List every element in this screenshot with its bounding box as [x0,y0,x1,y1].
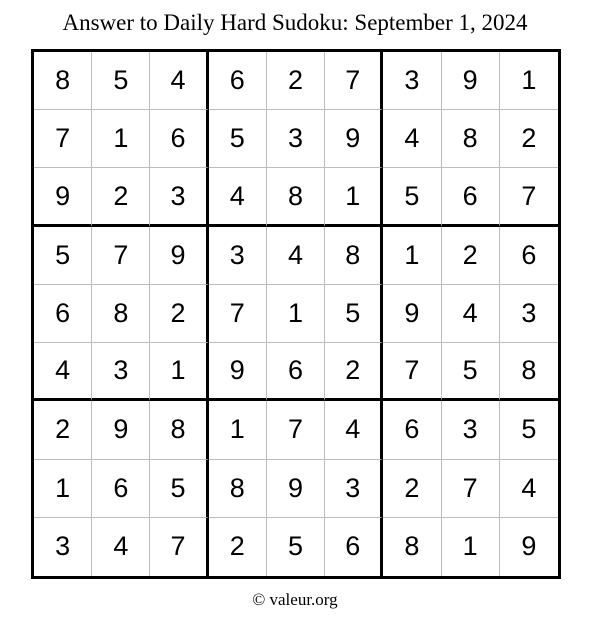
sudoku-cell: 1 [209,401,267,459]
sudoku-cell: 1 [500,52,558,110]
sudoku-cell: 3 [267,110,325,168]
sudoku-cell: 5 [325,285,383,343]
copyright-footer: © valeur.org [252,590,338,609]
sudoku-cell: 3 [383,52,441,110]
sudoku-cell: 2 [150,285,208,343]
sudoku-cell: 1 [150,343,208,401]
sudoku-cell: 2 [209,518,267,576]
sudoku-cell: 8 [383,518,441,576]
sudoku-cell: 9 [383,285,441,343]
sudoku-cell: 9 [325,110,383,168]
sudoku-cell: 5 [442,343,500,401]
sudoku-cell: 1 [92,110,150,168]
sudoku-cell: 4 [500,460,558,518]
sudoku-cell: 5 [150,460,208,518]
sudoku-cell: 5 [267,518,325,576]
sudoku-cell: 7 [209,285,267,343]
sudoku-board [31,49,561,579]
sudoku-cell: 9 [442,52,500,110]
sudoku-cell: 3 [442,401,500,459]
sudoku-cell: 7 [34,110,92,168]
sudoku-cell: 5 [383,168,441,226]
sudoku-cell: 3 [209,227,267,285]
sudoku-cell: 1 [267,285,325,343]
sudoku-cell: 4 [442,285,500,343]
sudoku-cell: 6 [442,168,500,226]
sudoku-cell: 7 [92,227,150,285]
sudoku-cell: 1 [383,227,441,285]
sudoku-cell: 7 [150,518,208,576]
sudoku-cell: 4 [150,52,208,110]
sudoku-cell: 8 [150,401,208,459]
sudoku-cell: 9 [92,401,150,459]
sudoku-cell: 2 [383,460,441,518]
sudoku-cell: 8 [92,285,150,343]
sudoku-cell: 4 [209,168,267,226]
sudoku-cell: 6 [209,52,267,110]
sudoku-cell: 2 [500,110,558,168]
sudoku-cell: 3 [325,460,383,518]
sudoku-cell: 9 [150,227,208,285]
sudoku-cell: 8 [267,168,325,226]
sudoku-cell: 4 [92,518,150,576]
sudoku-cell: 2 [267,52,325,110]
sudoku-cell: 7 [383,343,441,401]
sudoku-cell: 8 [325,227,383,285]
sudoku-cell: 2 [442,227,500,285]
sudoku-cell: 3 [500,285,558,343]
sudoku-cell: 6 [34,285,92,343]
sudoku-cell: 6 [150,110,208,168]
sudoku-cell: 7 [325,52,383,110]
sudoku-cell: 9 [267,460,325,518]
sudoku-cell: 4 [325,401,383,459]
sudoku-cell: 9 [521,531,537,562]
sudoku-cell: 6 [383,401,441,459]
sudoku-cell: 8 [442,110,500,168]
sudoku-cell: 7 [500,168,558,226]
sudoku-cell: 3 [34,518,92,576]
page-title: Answer to Daily Hard Sudoku: September 1, 2024 [62,10,528,35]
sudoku-cell: 5 [92,52,150,110]
sudoku-cell: 1 [34,460,92,518]
sudoku-cell: 8 [500,343,558,401]
sudoku-cell: 9 [34,168,92,226]
sudoku-cell: 2 [325,343,383,401]
sudoku-cell: 1 [442,518,500,576]
sudoku-cell: 8 [209,460,267,518]
sudoku-cell: 4 [34,343,92,401]
sudoku-cell: 6 [267,343,325,401]
sudoku-cell: 5 [500,401,558,459]
sudoku-cell: 5 [34,227,92,285]
sudoku-cell: 4 [267,227,325,285]
sudoku-cell: 5 [209,110,267,168]
sudoku-cell: 3 [92,343,150,401]
sudoku-cell: 8 [34,52,92,110]
sudoku-cell: 1 [325,168,383,226]
sudoku-cell: 2 [92,168,150,226]
sudoku-cell: 4 [383,110,441,168]
sudoku-cell: 7 [442,460,500,518]
sudoku-cell: 7 [267,401,325,459]
sudoku-cell: 9 [209,343,267,401]
sudoku-cell: 3 [150,168,208,226]
sudoku-cell: 2 [34,401,92,459]
sudoku-cell: 6 [500,227,558,285]
sudoku-cell: 6 [325,518,383,576]
sudoku-cell: 6 [92,460,150,518]
